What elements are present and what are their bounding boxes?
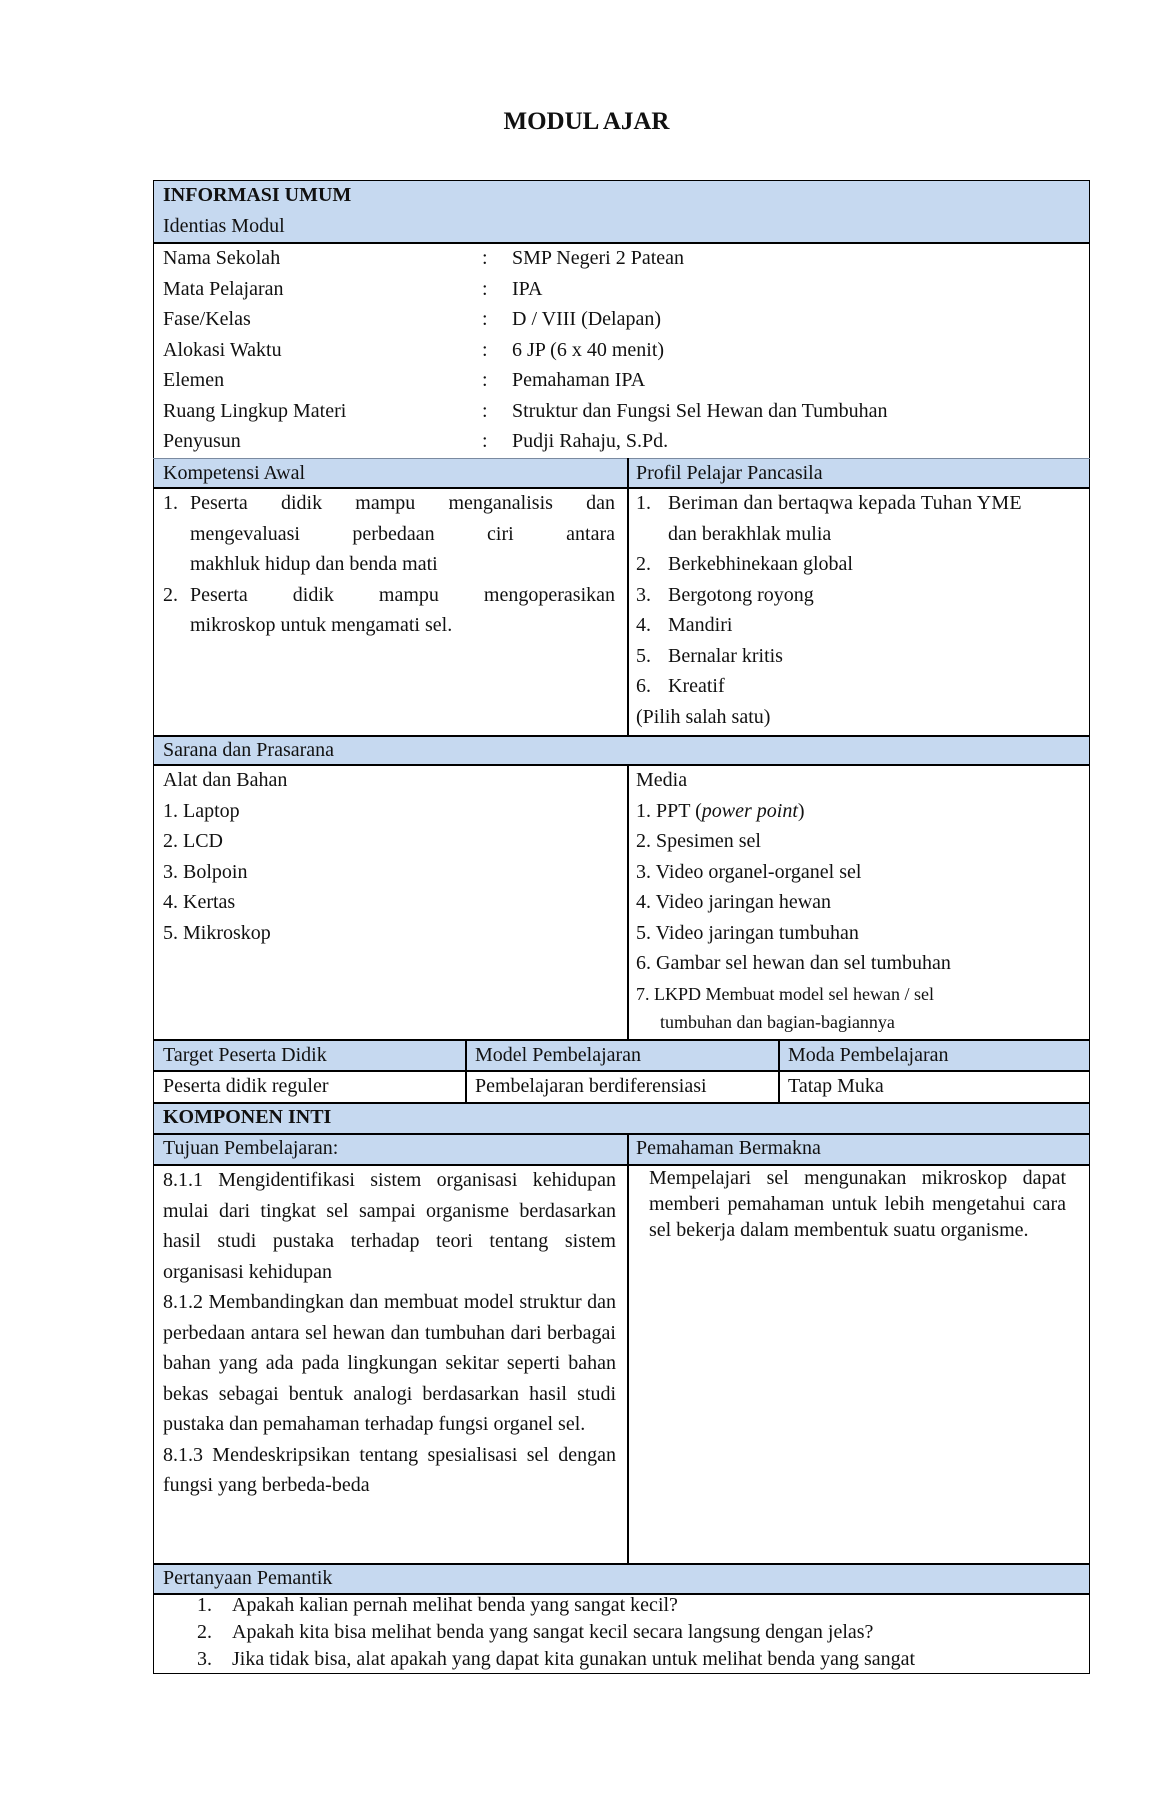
identity-value: IPA: [512, 277, 543, 300]
list-number: 2.: [197, 1621, 212, 1643]
list-number: 1.: [197, 1594, 212, 1616]
kompetensi-awal-heading: Kompetensi Awal: [163, 462, 306, 484]
model-pembelajaran-header: Model Pembelajaran: [475, 1044, 642, 1066]
list-number: 2.: [636, 830, 651, 852]
column-divider: [627, 458, 629, 735]
identity-label: Elemen: [163, 369, 225, 391]
list-item: [636, 948, 951, 979]
media-heading: Media: [636, 769, 688, 791]
section-heading-komponen-inti: KOMPONEN INTI: [163, 1106, 332, 1128]
list-number: 7.: [636, 984, 650, 1004]
identity-separator: :: [482, 277, 488, 300]
identity-label: Nama Sekolah: [163, 247, 281, 269]
list-item: [636, 887, 831, 918]
pemahaman-bermakna-text: Mempelajari sel mengunakan mikroskop dapat memberi pemahaman untuk lebih mengetahui cara sel bekerja dalam membentuk suatu organisme.: [649, 1167, 1066, 1241]
list-number: 4.: [636, 891, 651, 913]
question-text: Jika tidak bisa, alat apakah yang dapat kita gunakan untuk melihat benda yang sangat: [232, 1648, 916, 1670]
list-item-line: Peserta didik mampu menganalisis dan: [190, 492, 615, 514]
identity-label: Mata Pelajaran: [163, 277, 284, 300]
list-item-line: dan berakhlak mulia: [668, 522, 832, 545]
section-heading-informasi-umum: INFORMASI UMUM: [163, 184, 352, 206]
tujuan-item: 8.1.3 Mendeskripsikan tentang spesialisasi sel dengan fungsi yang berbeda-beda: [163, 1443, 616, 1496]
pemahaman-bermakna-heading: Pemahaman Bermakna: [636, 1137, 821, 1159]
identity-label: Penyusun: [163, 430, 241, 452]
profil-pelajar-heading: Profil Pelajar Pancasila: [636, 462, 823, 484]
pertanyaan-pemantik-heading: Pertanyaan Pemantik: [163, 1567, 333, 1589]
tujuan-pembelajaran-heading: Tujuan Pembelajaran:: [163, 1137, 339, 1159]
moda-pembelajaran-header: Moda Pembelajaran: [788, 1044, 949, 1066]
list-item-continuation: tumbuhan dan bagian-bagiannya: [660, 1012, 895, 1032]
list-number: 1.: [636, 492, 651, 514]
list-item-text: Video jaringan hewan: [655, 891, 832, 913]
tujuan-pembelajaran-list: [163, 1165, 616, 1501]
identity-value: SMP Negeri 2 Patean: [512, 247, 685, 269]
list-number: 3.: [197, 1648, 212, 1670]
identity-value: D / VIII (Delapan): [512, 308, 662, 330]
column-divider: [778, 1039, 780, 1102]
list-item-line: Kreatif: [668, 675, 725, 697]
identity-value: 6 JP (6 x 40 menit): [512, 338, 665, 361]
target-peserta-header: Target Peserta Didik: [163, 1044, 327, 1066]
list-item-line: Beriman dan bertaqwa kepada Tuhan YME: [668, 492, 1022, 514]
list-item-line: mikroskop untuk mengamati sel.: [190, 614, 453, 636]
list-number: 2.: [636, 553, 651, 575]
identity-separator: :: [482, 247, 488, 269]
list-item-text: Spesimen sel: [656, 830, 761, 852]
document-title: MODUL AJAR: [503, 108, 670, 135]
list-number: 3.: [636, 860, 651, 883]
alat-bahan-heading: Alat dan Bahan: [163, 769, 288, 791]
identity-value: Pemahaman IPA: [512, 369, 646, 391]
list-item-text: Video organel-organel sel: [655, 860, 862, 883]
list-number: 3.: [636, 583, 651, 606]
list-item: [636, 826, 761, 857]
list-item-line: Mandiri: [668, 614, 733, 636]
list-number: 6.: [636, 675, 651, 697]
list-number: 5.: [636, 644, 651, 667]
column-divider: [627, 765, 629, 1039]
list-item: [636, 980, 934, 1008]
list-number: 1.: [163, 492, 178, 514]
list-item-text: PPT (: [656, 799, 702, 822]
list-item: 4. Kertas: [163, 891, 236, 913]
identity-value: Struktur dan Fungsi Sel Hewan dan Tumbuhan: [512, 399, 888, 422]
question-text: Apakah kalian pernah melihat benda yang sangat kecil?: [232, 1594, 678, 1616]
question-text: Apakah kita bisa melihat benda yang sangat kecil secara langsung dengan jelas?: [232, 1621, 874, 1643]
identity-value: Pudji Rahaju, S.Pd.: [512, 430, 669, 452]
list-item: 5. Mikroskop: [163, 921, 271, 944]
list-item-line: mengevaluasi perbedaan ciri antara: [190, 522, 615, 545]
list-item-line: Bernalar kritis: [668, 644, 783, 667]
identity-separator: :: [482, 369, 488, 391]
sarana-heading: Sarana dan Prasarana: [163, 739, 335, 761]
list-number: 5.: [636, 921, 651, 944]
column-divider: [465, 1039, 467, 1102]
list-item: 1. Laptop: [163, 799, 240, 822]
list-item-text-after: ): [797, 799, 805, 822]
list-number: 2.: [163, 583, 178, 606]
list-item-line: Bergotong royong: [668, 583, 814, 606]
list-item-line: Peserta didik mampu mengoperasikan: [190, 583, 615, 606]
list-item: [636, 857, 861, 888]
list-item-line: Berkebhinekaan global: [668, 553, 853, 575]
list-item-text: Gambar sel hewan dan sel tumbuhan: [656, 952, 951, 974]
list-item-italic: power point: [701, 799, 798, 822]
list-item: [636, 796, 805, 827]
identity-separator: :: [482, 308, 488, 330]
list-item-text: LKPD Membuat model sel hewan / sel: [654, 984, 934, 1004]
list-item: 3. Bolpoin: [163, 860, 248, 883]
list-number: 1.: [636, 799, 651, 822]
list-item-line: makhluk hidup dan benda mati: [190, 553, 438, 575]
identity-label: Ruang Lingkup Materi: [163, 399, 347, 422]
list-item: [636, 918, 859, 949]
profil-pelajar-note: (Pilih salah satu): [636, 705, 771, 728]
tujuan-item: 8.1.2 Membandingkan dan membuat model struktur dan perbedaan antara sel hewan dan tumbuhan dari berbagai bahan yang ada pada lingkungan sekitar seperti bahan bekas sebagai bentuk analogi berdasarkan hasil studi pustaka dan pemahaman terhadap fungsi organel sel.: [163, 1291, 616, 1435]
model-pembelajaran-value: Pembelajaran berdiferensiasi: [475, 1075, 707, 1097]
list-number: 6.: [636, 952, 651, 974]
identity-separator: :: [482, 399, 488, 422]
list-number: 4.: [636, 614, 651, 636]
identity-separator: :: [482, 338, 488, 361]
moda-pembelajaran-value: Tatap Muka: [788, 1075, 884, 1097]
identity-label: Fase/Kelas: [163, 308, 251, 330]
identity-separator: :: [482, 430, 488, 452]
column-divider: [627, 1133, 629, 1563]
target-peserta-value: Peserta didik reguler: [163, 1075, 329, 1097]
list-item-text: Video jaringan tumbuhan: [655, 921, 859, 944]
tujuan-item: 8.1.1 Mengidentifikasi sistem organisasi kehidupan mulai dari tingkat sel sampai organisme berdasarkan hasil studi pustaka terhadap teori tentang sistem organisasi kehidupan: [163, 1169, 616, 1283]
subheading-identitas-modul: Identias Modul: [163, 215, 285, 237]
list-item: 2. LCD: [163, 830, 223, 852]
identity-label: Alokasi Waktu: [163, 338, 282, 361]
